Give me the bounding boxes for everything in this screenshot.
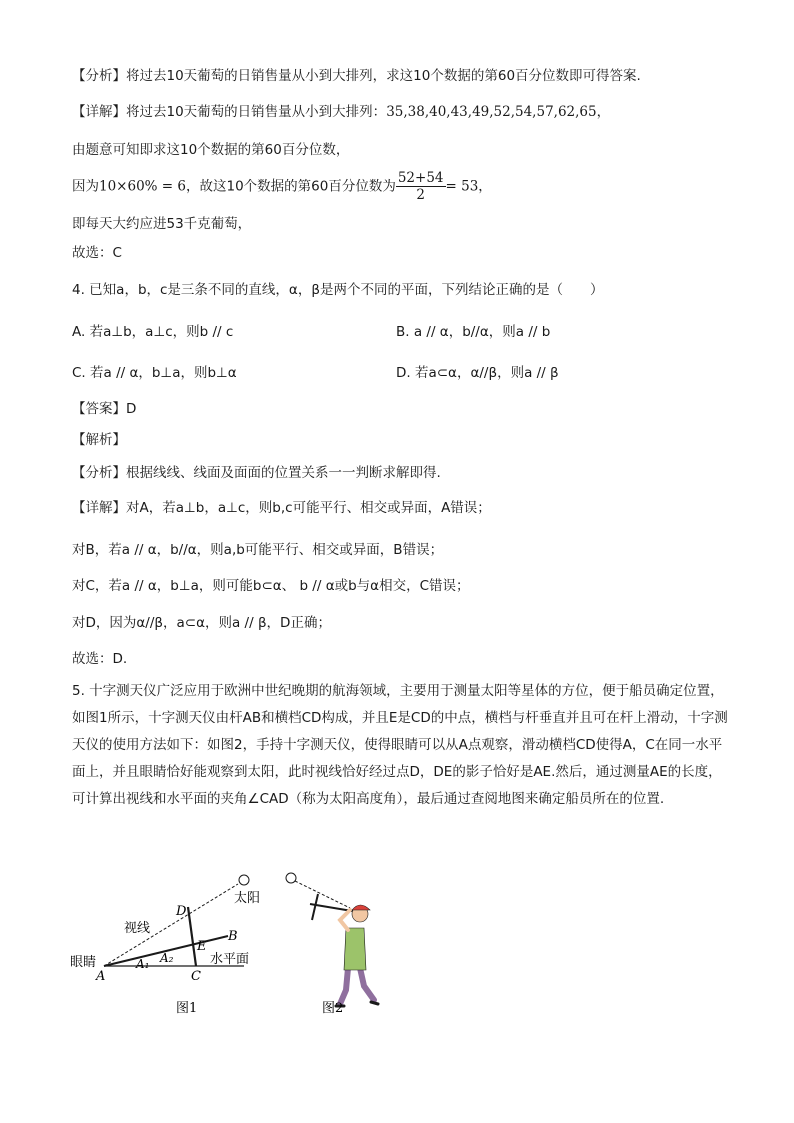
person-pants: [340, 968, 374, 1004]
detail-paragraph-q4-d: 对D，因为α//β，a⊂α，则a // β，D正确；: [72, 615, 331, 631]
since-expression: 10×60% = 6: [99, 178, 186, 195]
detail-paragraph-q4-c: 对C，若a // α，b⊥a，则可能b⊂α、 b // α或b与α相交，C错误；: [72, 578, 470, 594]
label-b: B: [228, 929, 238, 944]
person-cap: [352, 905, 370, 910]
choice-line-q4: 故选：D.: [72, 651, 128, 667]
label-a: A: [96, 969, 106, 984]
question-5-text: 5. 十字测天仪广泛应用于欧洲中世纪晚期的航海领域，主要用于测量太阳等星体的方位，便于船员确定位置，如图1所示，十字测天仪由杆AB和横档CD构成，并且E是CD的中点，横档与杆垂直并且可在杆上滑动，十字测天仪的使用方法如下：如图2，手持十字测天仪，使得眼睛可以从A点观察，滑动横档CD使得A，C在同一水平面上，并且眼睛恰好能观察到太阳，此时视线恰好经过点D，DE的影子恰好是AE.然后，通过测量AE的长度，可计算出视线和水平面的夹角∠CAD（称为太阳高度角），最后通过查阅地图来确定船员所在的位置.: [72, 683, 728, 807]
cross-staff-bar: [312, 894, 318, 920]
person-arm: [340, 910, 350, 930]
since-result: = 53，: [445, 178, 492, 195]
sight-line-2: [295, 881, 350, 908]
crossbar-cd: [188, 907, 196, 966]
explanation-label: 【解析】: [72, 432, 126, 448]
detail-prefix: 【详解】将过去10天葡萄的日销售量从小到大排列：: [72, 104, 387, 120]
option-b: B. a // α，b//α，则a // b: [396, 324, 551, 340]
person-shirt: [344, 928, 366, 970]
sun-circle-2: [286, 873, 296, 883]
computation-line: [72, 170, 734, 203]
since-middle: ，故这10个数据的第60百分位数为: [185, 178, 396, 195]
label-sun: 太阳: [234, 891, 261, 906]
label-a2: A₂: [160, 951, 174, 965]
label-horizontal: 水平面: [210, 952, 250, 967]
figure-1-diagram: [66, 870, 276, 1020]
label-eye: 眼睛: [70, 955, 97, 970]
find-percentile-line: 由题意可知即求这10个数据的第60百分位数，: [72, 142, 350, 158]
sun-circle: [239, 875, 249, 885]
figure-2-illustration: [278, 866, 388, 1020]
fraction-numerator: 52+54: [397, 170, 444, 186]
label-a1: A₁: [136, 957, 150, 971]
detail-paragraph-q3: [72, 102, 734, 122]
detail-paragraph-q4-b: 对B，若a // α，b//α，则a,b可能平行、相交或异面，B错误；: [72, 542, 444, 558]
option-c: C. 若a // α，b⊥a，则b⊥α: [72, 365, 237, 381]
options-row-cd: [72, 363, 734, 383]
analysis-paragraph-q4: 【分析】根据线线、线面及面面的位置关系一一判断求解即得.: [72, 465, 441, 481]
options-row-ab: [72, 322, 734, 342]
label-d: D: [176, 904, 187, 919]
label-e: E: [197, 939, 207, 954]
figure-2-caption: 图2: [322, 1001, 344, 1016]
choice-line-q3: 故选：C: [72, 245, 122, 261]
option-d: D. 若a⊂α，α//β，则a // β: [396, 365, 559, 381]
fraction-denominator: 2: [416, 187, 425, 203]
label-sight: 视线: [124, 921, 151, 936]
conclusion-line-q3: 即每天大约应进53千克葡萄，: [72, 216, 252, 232]
figure-1-caption: 图1: [176, 1001, 198, 1016]
since-prefix: 因为: [72, 178, 99, 195]
label-c: C: [191, 969, 201, 984]
question-4-stem: 4. 已知a，b，c是三条不同的直线，α，β是两个不同的平面，下列结论正确的是（ ）: [72, 282, 604, 298]
fraction: [396, 170, 446, 203]
option-a: A. 若a⊥b，a⊥c，则b // c: [72, 324, 234, 340]
detail-paragraph-q4-a: 【详解】对A，若a⊥b，a⊥c，则b,c可能平行、相交或异面，A错误；: [72, 500, 491, 516]
sorted-values: 35,38,40,43,49,52,54,57,62,65，: [386, 104, 611, 120]
analysis-paragraph-q3: 【分析】将过去10天葡萄的日销售量从小到大排列，求这10个数据的第60百分位数即可得答案.: [72, 68, 641, 84]
answer-label: 【答案】D: [72, 401, 137, 417]
